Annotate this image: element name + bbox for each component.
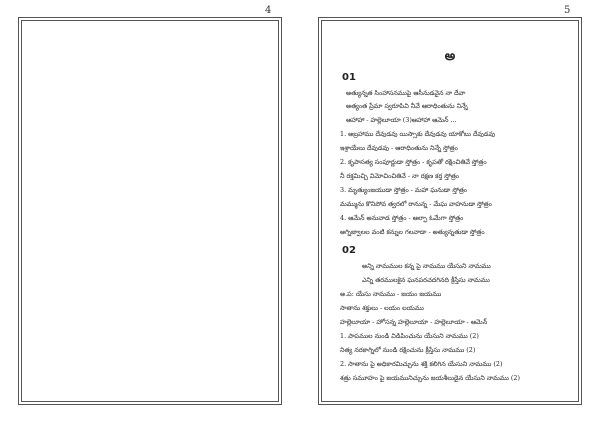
song1-line: 2. కృపాసత్య సంపూర్ణుడా స్తోత్రం - కృపతో రక్షించితివే స్తోత్రం <box>340 158 487 166</box>
song1-line: నీ రక్తమిచ్చి విమోచించితివే - నా రక్షణ కర్త స్తోత్రం <box>340 172 460 180</box>
right-page-frame <box>321 20 579 402</box>
song1-line: 3. మృత్యుంజయుడా స్తోత్రం - మహా ఘనుడా స్తోత్రం <box>340 186 468 194</box>
song-number-01: 01 <box>342 72 356 83</box>
song2-line: నిత్య నరకాగ్నిలో నుండి రక్షించును క్రీస్తేసు నామము (2) <box>340 346 476 354</box>
song1-line: 1. అబ్రహాము దేవుడవు యిస్సాకు దేవుడవు యాకోబు దేవుడవు <box>340 130 495 138</box>
song2-line: సాతాను శక్తులు - లయం లయము <box>340 304 424 312</box>
song1-line: అత్యంత ప్రేమా స్వరూపివి నీవే ఆరాధింతును నిన్నే <box>346 102 468 110</box>
page-number-left: 4 <box>265 5 272 16</box>
song2-line: అ.ప: యేసు నామము - జయం జయము <box>340 290 442 298</box>
song1-line: 4. ఆమేన్ అనువాడ స్తోత్రం - ఆల్ఫా ఓమేగా స్తోత్రం <box>340 214 464 222</box>
left-page-frame <box>21 20 279 402</box>
song1-line: ఇశ్రాయేలు దేవుడవు - ఆరాధింతును నిన్నే స్తోత్రం <box>340 144 458 152</box>
song2-line: శత్రు సమూహం పై జయమునిచ్చును జయశీలుడైన యేసుని నామము (2) <box>340 374 520 382</box>
song2-line: అన్ని నామముల కన్న పై నామము యేసుని నామము <box>362 262 491 270</box>
right-page <box>318 17 582 405</box>
left-page <box>18 17 282 405</box>
song1-line: మమ్మును కొనిపోవ త్వరలో రానున్న - మేఘ వాహనుడా స్తోత్రం <box>340 200 492 208</box>
song1-line: అత్యున్నత సింహాసనముపై ఆసీనుడవైన నా దేవా <box>346 89 466 97</box>
song2-line: హల్లెలూయా - హోసన్న హల్లెలూయా - హల్లెలూయా - ఆమెన్ <box>340 318 488 326</box>
song2-line: ఎన్ని తరములకైన ఘనపరచదగినది క్రీస్తేసు నామము <box>362 276 490 284</box>
song-number-02: 02 <box>342 245 356 256</box>
page-number-right: 5 <box>564 5 571 16</box>
song2-line: 2. సాతాను పై అధికారమిచ్చును శక్తి కలిగిన యేసుని నామము (2) <box>340 360 503 368</box>
right-page-content <box>322 21 578 401</box>
section-letter: అ <box>444 49 456 64</box>
song1-line: ఆహాహా - హల్లెలూయా (3)ఆహాహా ఆమెన్ ... <box>346 116 457 124</box>
song1-line: అగ్నిజ్వాలల వంటి కన్నుల గలవాడా - అత్యున్నతుడా స్తోత్రం <box>340 228 485 236</box>
song2-line: 1. పాపముల నుండి విడిపించును యేసుని నామము (2) <box>340 332 479 340</box>
